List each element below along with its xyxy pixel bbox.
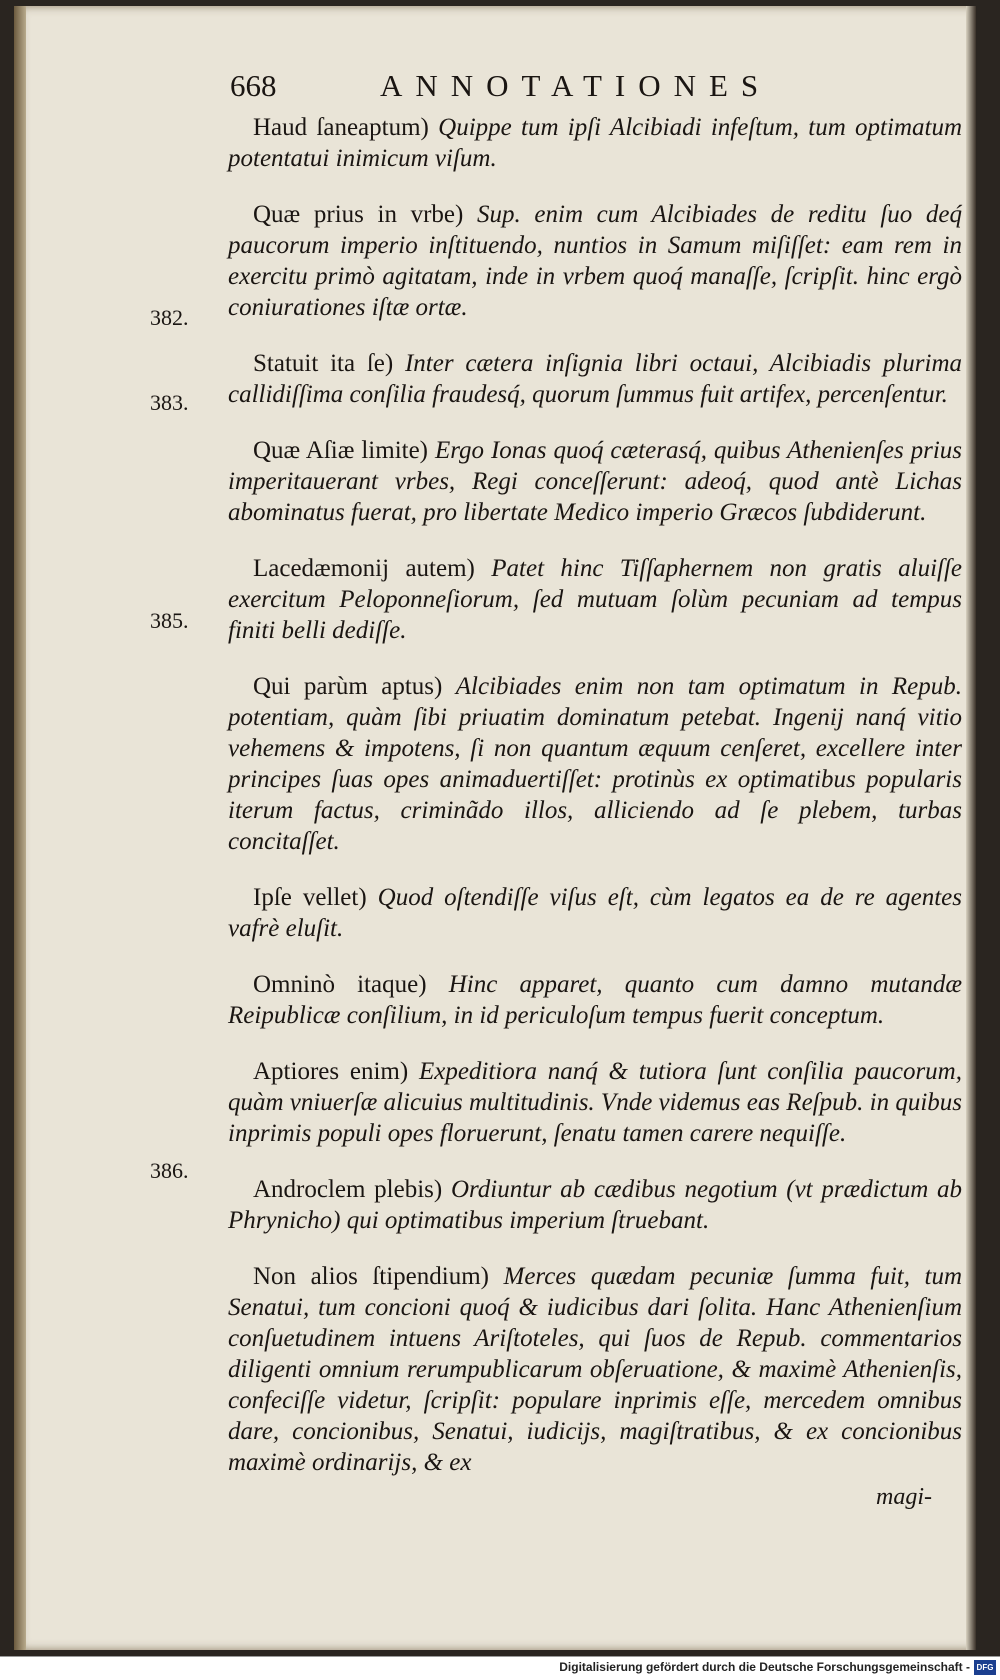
commentary: Quippe tum ipſi Alcibiadi infeſtum, tum optimatum potentatui inimicum viſum. xyxy=(228,114,962,172)
lemma: Omninò itaque) xyxy=(253,971,427,998)
annotation-entry xyxy=(228,348,962,410)
lemma: Statuit ita ſe) xyxy=(253,350,394,377)
annotation-entry xyxy=(228,553,962,646)
lemma: Quæ Aſiæ limite) xyxy=(253,437,429,464)
margin-number: 382. xyxy=(150,305,189,330)
lemma: Qui parùm aptus) xyxy=(253,673,443,700)
commentary: Ergo Ionas quoq́ cæterasq́, quibus Athenienſes prius imperitauerant vrbes, Regi conceſſerunt: adeoq́, quod antè Lichas abominatus fuerat, pro libertate Medico imperio Græcos ſubdiderunt. xyxy=(228,437,963,526)
commentary: Ordiuntur ab cædibus negotium (vt prædictum ab Phrynicho) qui optimatibus imperium ſtruebant. xyxy=(228,1176,962,1234)
lemma: Quæ prius in vrbe) xyxy=(253,201,464,228)
catchword: magi- xyxy=(876,1484,932,1510)
page-spine-shadow xyxy=(14,6,26,1650)
annotation-entry xyxy=(228,1261,962,1478)
lemma: Androclem plebis) xyxy=(253,1176,443,1203)
lemma: Aptiores enim) xyxy=(253,1058,409,1085)
page-number: 668 xyxy=(230,68,277,103)
commentary: Expeditiora nanq́ & tutiora ſunt conſilia paucorum, quàm vniuerſæ alicuius multitudinis. Vnde videmus eas Reſpub. in quibus inprimis populi opes floruerunt, ſenatu tamen carere nequiſſe. xyxy=(228,1058,962,1147)
annotation-entry xyxy=(228,969,962,1031)
annotation-text xyxy=(228,112,962,1484)
commentary: Quod oſtendiſſe viſus eſt, cùm legatos ea de re agentes vafrè eluſit. xyxy=(228,884,963,942)
margin-number: 385. xyxy=(150,608,189,633)
annotation-entry xyxy=(228,199,962,323)
page-edge xyxy=(966,6,976,1650)
digitization-footer xyxy=(0,1656,1000,1680)
commentary: Sup. enim cum Alcibiades de reditu ſuo deq́ paucorum imperio inſtituendo, nuntios in Samum miſiſſet: eam rem in exercitu primò agitatam, inde in vrbem quoq́ manaſſe, ſcripſit. hinc ergò coniurationes iſtæ ortæ. xyxy=(228,201,963,321)
commentary: Inter cætera inſignia libri octaui, Alcibiadis plurima callidiſſima conſilia fraudesq́, quorum ſummus fuit artifex, percenſentur. xyxy=(228,350,962,408)
commentary: Alcibiades enim non tam optimatum in Repub. potentiam, quàm ſibi priuatim dominatum petebat. Ingenij nanq́ vitio vehemens & impotens, ſi non quantum æquum cenſeret, excellere inter principes ſuas opes animaduertiſſet: protinùs ex optimatibus popularis iterum factus, criminãdo illos, alliciendo ad ſe plebem, turbas concitaſſet. xyxy=(228,673,962,855)
annotation-entry xyxy=(228,1174,962,1236)
commentary: Patet hinc Tiſſaphernem non gratis aluiſſe exercitum Peloponneſiorum, ſed mutuam ſolùm pecuniam ad tempus finiti belli dediſſe. xyxy=(228,555,963,644)
running-title: ANNOTATIONES xyxy=(380,68,772,103)
annotation-entry xyxy=(228,882,962,944)
annotation-entry xyxy=(228,112,962,174)
dfg-logo-icon: DFG xyxy=(974,1660,996,1675)
lemma: Non alios ſtipendium) xyxy=(253,1263,489,1290)
lemma: Haud ſaneaptum) xyxy=(253,114,429,141)
commentary: Merces quædam pecuniæ ſumma fuit, tum Senatui, tum concioni quoq́ & iudicibus dari ſolita. Hanc Athenienſium conſuetudinem intuens Ariſtoteles, qui ſuos de Repub. commentarios diligenti omnium rerumpublicarum obſeruatione, & maximè Athenienſis, confeciſſe videtur, ſcripſit: populare inprimis eſſe, mercedem omnibus dare, concionibus, Senatui, iudicijs, magiſtratibus, & ex concionibus maximè ordinarijs, & ex xyxy=(228,1263,962,1476)
margin-number: 383. xyxy=(150,390,189,415)
lemma: Ipſe vellet) xyxy=(253,884,367,911)
annotation-entry xyxy=(228,671,962,857)
commentary: Hinc apparet, quanto cum damno mutandæ Reipublicæ conſilium, in id periculoſum tempus fuerit conceptum. xyxy=(228,971,963,1029)
lemma: Lacedæmonij autem) xyxy=(253,555,475,582)
funding-credit: Digitalisierung gefördert durch die Deutsche Forschungsgemeinschaft - xyxy=(559,1660,970,1674)
annotation-entry xyxy=(228,435,962,528)
annotation-entry xyxy=(228,1056,962,1149)
margin-number: 386. xyxy=(150,1158,189,1183)
